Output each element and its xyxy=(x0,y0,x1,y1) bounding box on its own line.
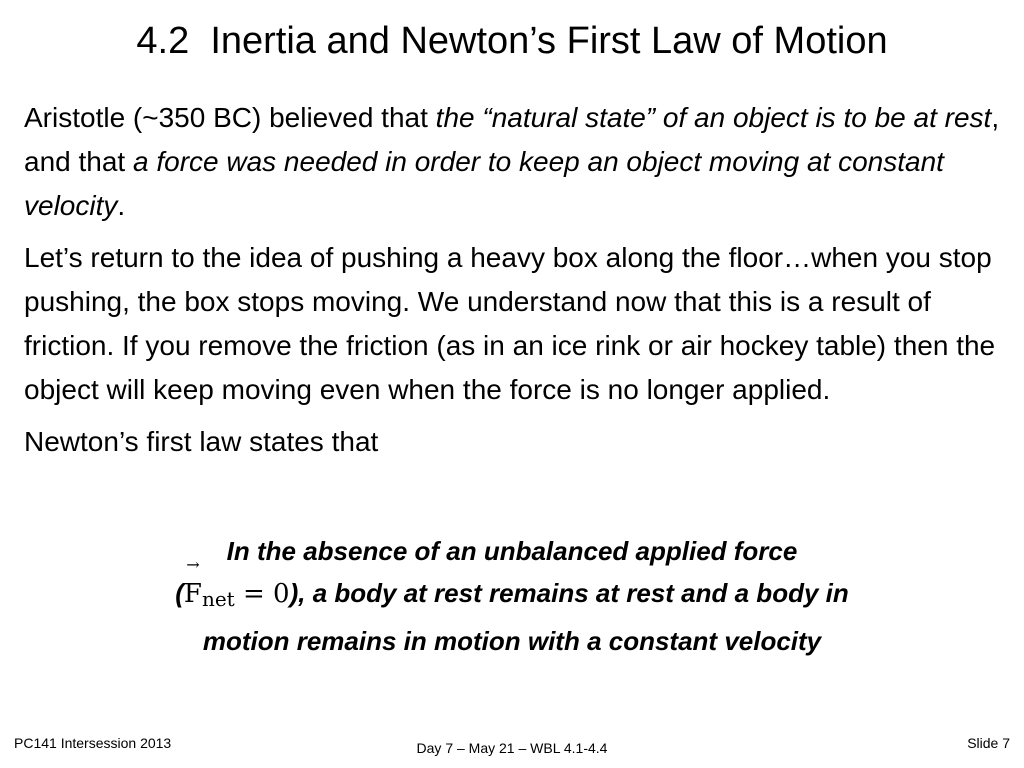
para1-text-3: . xyxy=(117,190,126,221)
law-rest: ), a body at rest remains at rest and a body in motion remains in motion with a constant velocity xyxy=(202,578,849,656)
para1-italic-1: the “natural state” of an object is to be at rest xyxy=(435,102,992,133)
net-force-equation xyxy=(183,555,290,611)
para1-text-2: , and that xyxy=(24,102,1000,177)
law-open-paren: ( xyxy=(175,578,184,608)
slide-title: 4.2 Inertia and Newton’s First Law of Motion xyxy=(136,20,888,62)
paragraph-aristotle xyxy=(24,96,1004,228)
para1-italic-2: a force was needed in order to keep an object moving at constant velocity xyxy=(24,146,944,221)
paragraph-friction: Let’s return to the idea of pushing a heavy box along the floor…when you stop pushing, the box stops moving. We understand now that this is a result of friction. If you remove the friction (as in an ice rink or air hockey table) then the object will keep moving even when the force is no longer applied. xyxy=(24,242,996,405)
force-vector-symbol xyxy=(183,555,202,615)
newton-first-law-statement xyxy=(150,530,874,662)
footer-course: PC141 Intersession 2013 xyxy=(14,735,172,751)
force-letter: F xyxy=(183,579,202,609)
law-line-1: In the absence of an unbalanced applied force xyxy=(226,536,798,566)
paragraph-newton-intro: Newton’s first law states that xyxy=(24,426,379,457)
force-subscript: net xyxy=(201,587,235,611)
equals-zero: = 0 xyxy=(234,579,290,609)
vector-arrow-icon: → xyxy=(186,555,200,574)
slide-body xyxy=(24,96,1004,472)
para1-text-1: Aristotle (~350 BC) believed that xyxy=(24,102,436,133)
footer-date: Day 7 – May 21 – WBL 4.1-4.4 xyxy=(416,740,608,756)
footer-slide-number: Slide 7 xyxy=(967,735,1010,751)
